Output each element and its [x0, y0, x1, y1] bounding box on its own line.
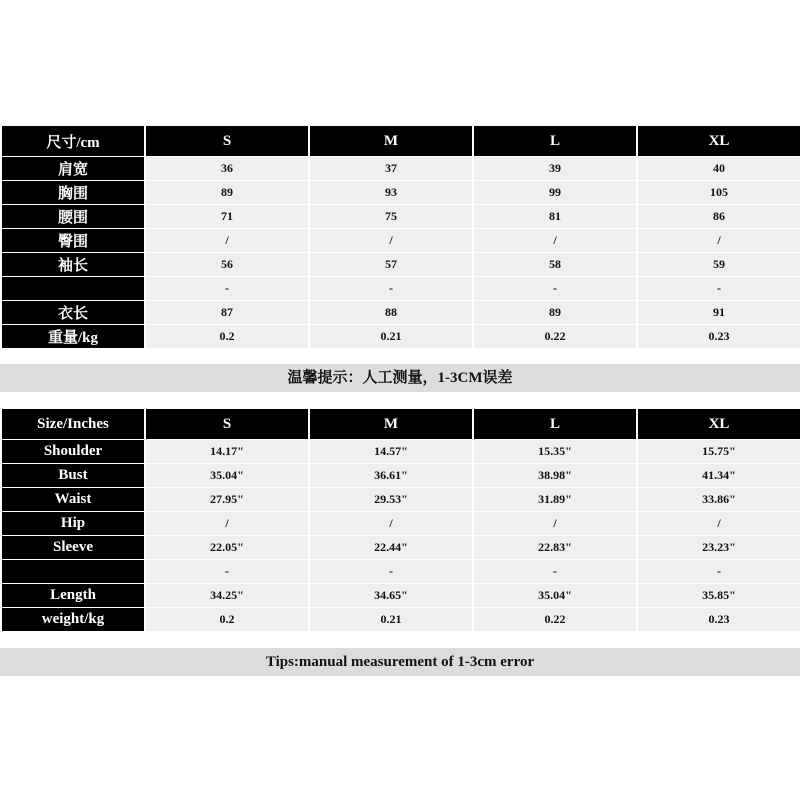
table-cell: 37: [310, 157, 472, 180]
table-cell: /: [146, 512, 308, 535]
table-cell: /: [474, 512, 636, 535]
row-label: Shoulder: [2, 440, 144, 463]
table-cell: -: [474, 560, 636, 583]
table-cell: 29.53": [310, 488, 472, 511]
table-cell: 14.57": [310, 440, 472, 463]
table-cell: 87: [146, 301, 308, 324]
table-cell: 15.35": [474, 440, 636, 463]
table-cell: 71: [146, 205, 308, 228]
table-row: [2, 440, 800, 463]
table-row: [2, 560, 800, 583]
row-label: 腰围: [2, 205, 144, 228]
table-cell: -: [638, 277, 800, 300]
row-label: 袖长: [2, 253, 144, 276]
table-cell: -: [146, 277, 308, 300]
row-label: Hip: [2, 512, 144, 535]
table-cell: 58: [474, 253, 636, 276]
size-chart-inches: [0, 408, 800, 632]
table-row: [2, 608, 800, 631]
row-label: [2, 277, 144, 300]
table-cell: 35.04": [474, 584, 636, 607]
header-size-s: S: [146, 126, 308, 156]
table-cell: 89: [474, 301, 636, 324]
header-size-m: M: [310, 409, 472, 439]
table-cell: 0.21: [310, 325, 472, 348]
table-cell: 22.83": [474, 536, 636, 559]
table-cell: 27.95": [146, 488, 308, 511]
table-cell: -: [146, 560, 308, 583]
row-label: weight/kg: [2, 608, 144, 631]
table-cell: 34.25": [146, 584, 308, 607]
table-cell: 91: [638, 301, 800, 324]
table-cell: /: [638, 229, 800, 252]
table-cell: -: [310, 277, 472, 300]
table-cell: 41.34": [638, 464, 800, 487]
table-row: [2, 229, 800, 252]
table-cell: 23.23": [638, 536, 800, 559]
row-label: 衣长: [2, 301, 144, 324]
header-unit-label: Size/Inches: [2, 409, 144, 439]
row-label: Length: [2, 584, 144, 607]
table-cell: 59: [638, 253, 800, 276]
header-size-s: S: [146, 409, 308, 439]
row-label: Bust: [2, 464, 144, 487]
header-size-xl: XL: [638, 409, 800, 439]
table-cell: 0.22: [474, 325, 636, 348]
table-cell: /: [474, 229, 636, 252]
header-size-xl: XL: [638, 126, 800, 156]
table-cell: 15.75": [638, 440, 800, 463]
table-cell: 0.2: [146, 325, 308, 348]
table-row: [2, 584, 800, 607]
table-cell: 0.2: [146, 608, 308, 631]
row-label: 重量/kg: [2, 325, 144, 348]
table-cell: 35.85": [638, 584, 800, 607]
header-size-m: M: [310, 126, 472, 156]
header-row: [2, 126, 800, 156]
row-label: [2, 560, 144, 583]
table-cell: 22.44": [310, 536, 472, 559]
table-cell: 105: [638, 181, 800, 204]
table-cell: 0.23: [638, 608, 800, 631]
row-label: 臀围: [2, 229, 144, 252]
table-cell: 36.61": [310, 464, 472, 487]
table-cell: 40: [638, 157, 800, 180]
table-cell: 89: [146, 181, 308, 204]
header-row: [2, 409, 800, 439]
table-cell: 31.89": [474, 488, 636, 511]
table-row: [2, 253, 800, 276]
table-row: [2, 205, 800, 228]
table-cell: 88: [310, 301, 472, 324]
table-row: [2, 181, 800, 204]
row-label: 肩宽: [2, 157, 144, 180]
header-size-l: L: [474, 409, 636, 439]
header-size-l: L: [474, 126, 636, 156]
table-cell: 0.23: [638, 325, 800, 348]
table-row: [2, 512, 800, 535]
table-cell: /: [638, 512, 800, 535]
table-cell: 38.98": [474, 464, 636, 487]
measurement-tip-en: Tips:manual measurement of 1-3cm error: [0, 648, 800, 676]
table-cell: 81: [474, 205, 636, 228]
header-unit-label: 尺寸/cm: [2, 126, 144, 156]
table-cell: 99: [474, 181, 636, 204]
table-cell: 0.22: [474, 608, 636, 631]
table-cell: -: [474, 277, 636, 300]
row-label: Waist: [2, 488, 144, 511]
row-label: 胸围: [2, 181, 144, 204]
table-row: [2, 325, 800, 348]
table-row: [2, 536, 800, 559]
table-cell: 75: [310, 205, 472, 228]
table-cell: 33.86": [638, 488, 800, 511]
table-cell: 57: [310, 253, 472, 276]
table-cell: -: [310, 560, 472, 583]
table-cell: 93: [310, 181, 472, 204]
row-label: Sleeve: [2, 536, 144, 559]
table-cell: 56: [146, 253, 308, 276]
table-cell: 35.04": [146, 464, 308, 487]
table-cell: 36: [146, 157, 308, 180]
size-chart-cm: [0, 125, 800, 349]
table-cell: 22.05": [146, 536, 308, 559]
table-cell: 0.21: [310, 608, 472, 631]
measurement-tip-cn: 温馨提示：人工测量，1-3CM误差: [0, 364, 800, 392]
table-cell: 86: [638, 205, 800, 228]
table-row: [2, 277, 800, 300]
table-row: [2, 301, 800, 324]
table-row: [2, 464, 800, 487]
table-cell: 14.17": [146, 440, 308, 463]
table-row: [2, 488, 800, 511]
table-cell: 34.65": [310, 584, 472, 607]
table-cell: 39: [474, 157, 636, 180]
table-cell: /: [310, 512, 472, 535]
table-cell: /: [310, 229, 472, 252]
table-cell: /: [146, 229, 308, 252]
table-row: [2, 157, 800, 180]
table-cell: -: [638, 560, 800, 583]
